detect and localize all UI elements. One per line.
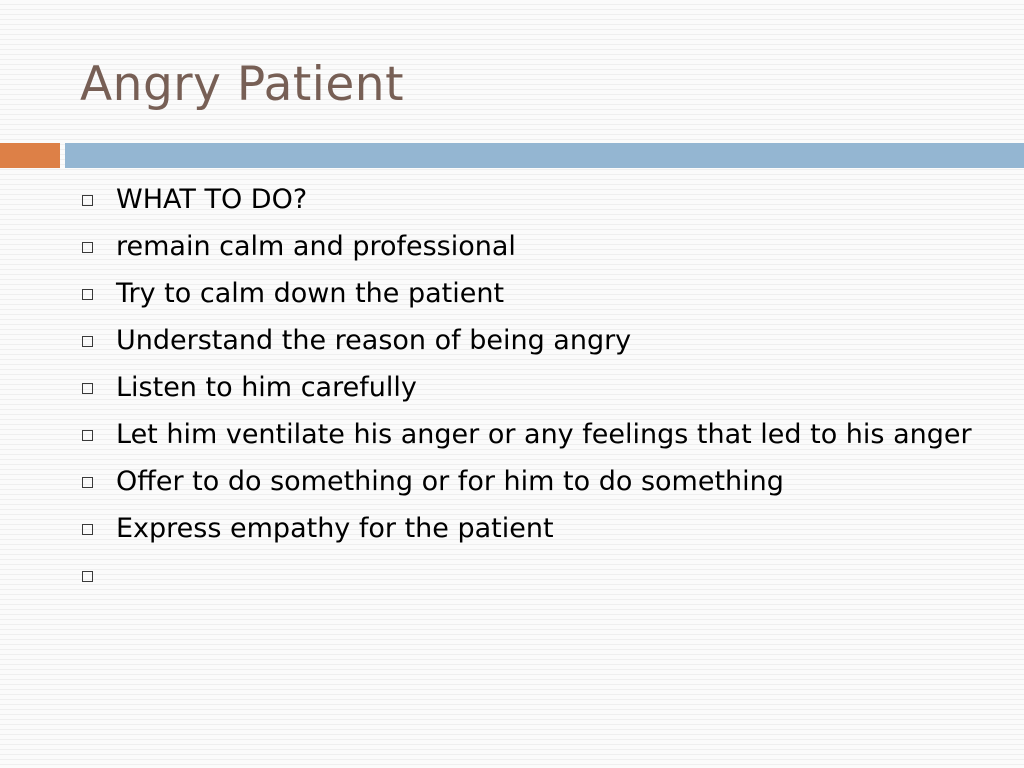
square-bullet-icon <box>82 289 93 300</box>
square-bullet-icon <box>82 242 93 253</box>
bullet-text: WHAT TO DO? <box>116 184 308 215</box>
square-bullet-icon <box>82 195 93 206</box>
bullet-text: Let him ventilate his anger or any feelings that led to his anger <box>116 419 972 450</box>
bullet-item <box>80 229 990 265</box>
bullet-item <box>80 323 990 359</box>
square-bullet-icon <box>82 430 93 441</box>
bullet-text: Understand the reason of being angry <box>116 325 632 356</box>
bullet-item <box>80 182 990 218</box>
bullet-item <box>80 370 990 406</box>
square-bullet-icon <box>82 383 93 394</box>
bullet-item <box>80 417 990 453</box>
bullet-text: Express empathy for the patient <box>116 513 554 544</box>
square-bullet-icon <box>82 477 93 488</box>
bullet-item <box>80 511 990 547</box>
title-rule <box>65 143 1024 168</box>
bullet-text: Offer to do something or for him to do something <box>116 466 784 497</box>
bullet-text: Try to calm down the patient <box>116 278 505 309</box>
bullet-list <box>80 182 990 605</box>
square-bullet-icon <box>82 524 93 535</box>
bullet-item <box>80 276 990 312</box>
slide-title: Angry Patient <box>80 57 405 112</box>
accent-bar <box>0 143 60 168</box>
bullet-item <box>80 464 990 500</box>
bullet-text: Listen to him carefully <box>116 372 417 403</box>
bullet-item-empty <box>80 558 990 594</box>
square-bullet-icon <box>82 336 93 347</box>
square-bullet-icon <box>82 571 93 582</box>
bullet-text: remain calm and professional <box>116 231 516 262</box>
